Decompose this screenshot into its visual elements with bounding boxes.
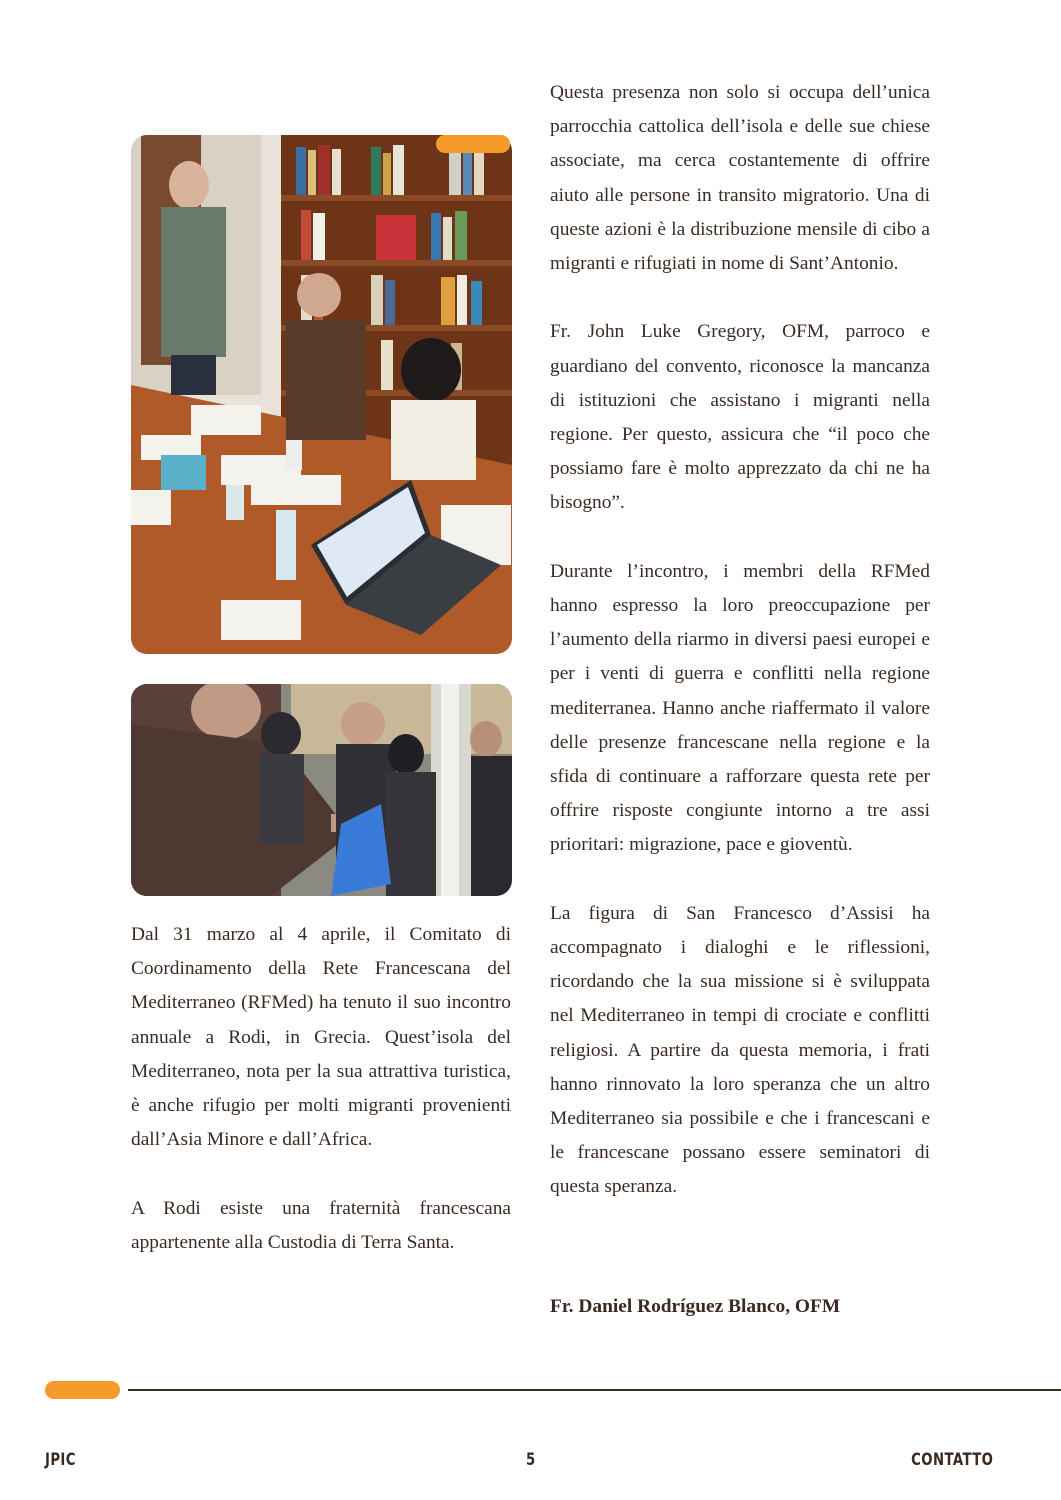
paragraph: La figura di San Francesco d’Assisi ha accompagnato i dialoghi e le riflessioni, ricordando che la sua missione si è sviluppata nel Mediterraneo in tempi di crociate e conflitti religiosi. A partire da questa memoria, i frati hanno rinnovato la loro speranza che un altro Mediterraneo sia possibile e che i francescani e le francescane possano essere seminatori di questa speranza. bbox=[550, 902, 930, 1198]
paragraph: Durante l’incontro, i membri della RFMed hanno espresso la loro preoccupazione per l’aumento della riarmo in diversi paesi europei e per i venti di guerra e conflitti nella regione mediterranea. Hanno anche riaffermato il valore delle presenze francescane nella regione e la sfida di continuare a rafforzare questa rete per offrire risposte congiunte intorno a tre assi prioritari: migrazione, pace e gioventù. bbox=[550, 560, 930, 856]
left-column-text bbox=[131, 918, 511, 1260]
footer-accent-pill bbox=[45, 1381, 120, 1399]
paragraph: A Rodi esiste una fraternità francescana appartenente alla Custodia di Terra Santa. bbox=[131, 1197, 511, 1253]
paragraph: Fr. John Luke Gregory, OFM, parroco e guardiano del convento, riconosce la mancanza di istituzioni che assistano i migranti nella regione. Per questo, assicura che “il poco che possiamo fare è molto apprezzato da chi ne ha bisogno”. bbox=[550, 321, 930, 514]
meeting-photo bbox=[131, 135, 512, 654]
footer-section-name: CONTATTO bbox=[910, 1450, 993, 1470]
paragraph: Questa presenza non solo si occupa dell’unica parrocchia cattolica dell’isola e delle sue chiese associate, ma cerca costantemente di offrire aiuto alle persone in transito migratorio. Una di queste azioni è la distribuzione mensile di cibo a migranti e rifugiati in nome di Sant’Antonio. bbox=[550, 82, 930, 275]
food-distribution-photo bbox=[131, 684, 512, 896]
footer-publication-name: JPIC bbox=[45, 1450, 76, 1470]
footer-divider bbox=[128, 1389, 1061, 1391]
right-column-text bbox=[550, 76, 930, 1205]
page-number: 5 bbox=[526, 1450, 536, 1470]
author-signature: Fr. Daniel Rodríguez Blanco, OFM bbox=[550, 1296, 841, 1317]
photo-accent-tab bbox=[436, 135, 510, 153]
paragraph: Dal 31 marzo al 4 aprile, il Comitato di Coordinamento della Rete Francescana del Mediterraneo (RFMed) ha tenuto il suo incontro annuale a Rodi, in Grecia. Quest’isola del Mediterraneo, nota per la sua attrattiva turistica, è anche rifugio per molti migranti provenienti dall’Asia Minore e dall’Africa. bbox=[131, 924, 511, 1151]
